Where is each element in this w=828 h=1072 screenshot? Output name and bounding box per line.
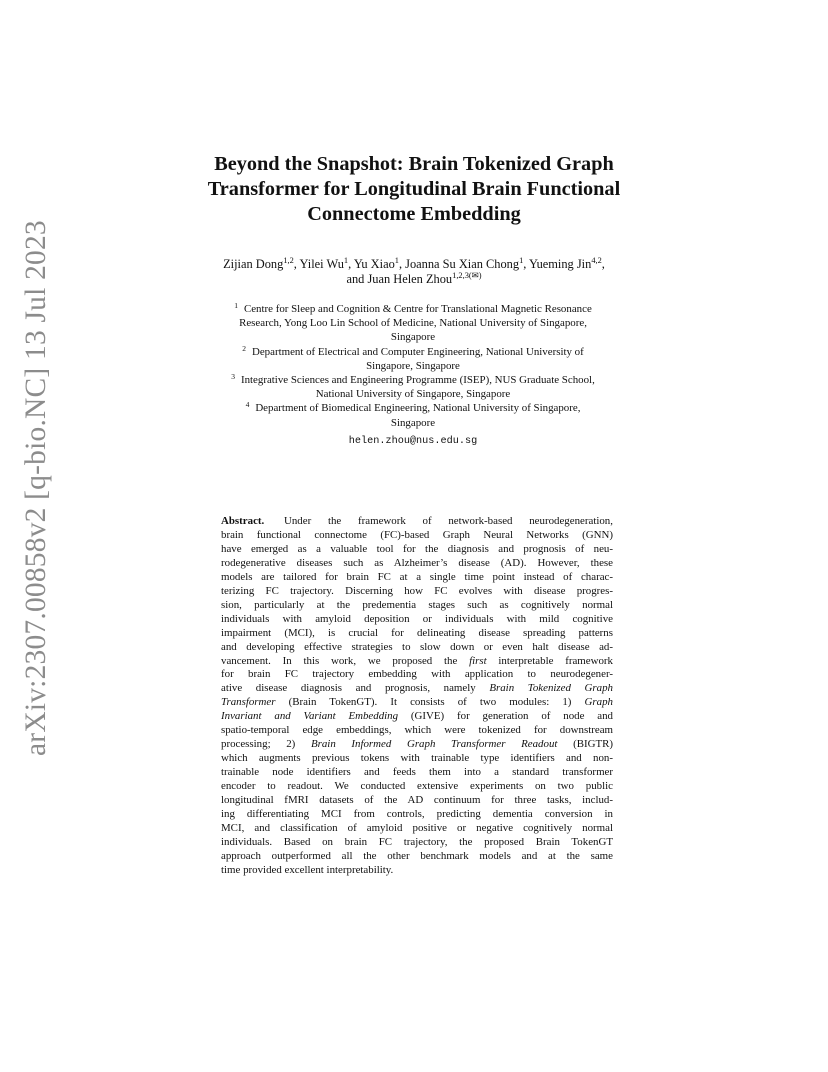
author-affil-sup: 4,2	[591, 256, 602, 265]
abstract-line: sion, particularly at the predementia stages such as cognitively normal	[221, 598, 613, 611]
abstract-line: impairment (MCI), is crucial for delineating disease spreading patterns	[221, 626, 613, 639]
affiliation-number: 4	[245, 400, 250, 410]
abstract-label: Abstract.	[221, 515, 265, 527]
corresponding-email[interactable]: helen.zhou@nus.edu.sg	[348, 436, 478, 447]
author-affil-sup: 1	[519, 256, 524, 265]
abstract-line: MCI, and classification of amyloid positive or negative cognitively normal	[221, 821, 613, 834]
affiliation-1-line-2: Research, Yong Loo Lin School of Medicine, National University of Singapore,	[239, 317, 587, 330]
abstract-text: interpretable framework	[498, 654, 613, 667]
author-name: Zijian Dong	[223, 257, 284, 271]
author-name: , Joanna Su Xian Chong	[398, 257, 520, 271]
abstract-line	[221, 710, 613, 724]
affiliation-1-line-3: Singapore	[390, 331, 436, 344]
abstract-line: models are tailored for brain FC at a single time point instead of charac-	[221, 570, 613, 583]
abstract-line	[221, 682, 613, 696]
author-affil-sup: 1,2	[283, 256, 294, 265]
abstract-line	[221, 696, 613, 710]
affiliation-text: Department of Biomedical Engineering, National University of Singapore,	[255, 402, 581, 415]
affiliation-2-line-1	[168, 345, 658, 359]
affiliation-2-line-2: Singapore, Singapore	[366, 359, 460, 372]
title-line-1: Beyond the Snapshot: Brain Tokenized Graph	[214, 153, 614, 175]
paper-title	[150, 152, 678, 227]
abstract-line: for brain FC trajectory embedding with application to neurodegener-	[221, 668, 613, 681]
affiliation-text: Department of Electrical and Computer Engineering, National University of	[251, 345, 584, 358]
title-line-3: Connectome Embedding	[307, 203, 521, 225]
abstract-line: brain functional connectome (FC)-based Graph Neural Networks (GNN)	[221, 528, 613, 541]
abstract-line: individuals. Based on brain FC trajectory, the proposed Brain TokenGT	[221, 835, 613, 848]
affiliation-number: 3	[231, 372, 235, 382]
abstract-line: have emerged as a valuable tool for the diagnosis and prognosis of neu-	[221, 542, 613, 555]
author-affil-sup-text: 1,2,3(	[452, 270, 472, 280]
author-separator: ,	[601, 257, 605, 271]
envelope-icon: ✉	[471, 270, 479, 280]
abstract-line: trainable node identifiers and feeds them into a standard transformer	[221, 766, 613, 779]
abstract-line	[221, 738, 613, 752]
arxiv-identifier-stamp: arXiv:2307.00858v2 [q-bio.NC] 13 Jul 2023	[20, 220, 52, 756]
author-name: , Yu Xiao	[348, 257, 395, 271]
abstract	[221, 515, 613, 878]
abstract-emphasis: Transformer	[221, 696, 276, 709]
abstract-line: which augments previous tokens with trainable type identifiers and non-	[221, 752, 613, 765]
affiliations	[168, 302, 658, 430]
abstract-text: (BIGTR)	[573, 738, 613, 751]
title-line-2: Transformer for Longitudinal Brain Functional	[207, 178, 621, 200]
abstract-emphasis: Graph	[584, 696, 613, 709]
authors-line-2	[150, 272, 678, 287]
author-affil-sup-close: )	[478, 270, 482, 280]
abstract-text: processing; 2)	[221, 738, 296, 751]
abstract-emphasis: first	[469, 654, 487, 667]
abstract-line	[221, 655, 613, 669]
author-name: , Yueming Jin	[523, 257, 592, 271]
affiliation-text: Integrative Sciences and Engineering Programme (ISEP), NUS Graduate School,	[240, 374, 595, 387]
abstract-line: spatio-temporal edge embeddings, which were tokenized for downstream	[221, 724, 613, 737]
abstract-line: encoder to readout. We conducted extensive experiments on two public	[221, 780, 613, 793]
affiliation-3-line-2: National University of Singapore, Singapore	[315, 388, 511, 401]
affiliation-4-line-1	[168, 401, 658, 415]
abstract-emphasis: Brain Tokenized Graph	[489, 682, 613, 695]
abstract-line	[221, 515, 613, 529]
abstract-text: (GIVE) for generation of node and	[410, 710, 613, 723]
abstract-line: individuals with amyloid deposition or individuals with mild cognitive	[221, 612, 613, 625]
abstract-emphasis: Brain Informed Graph Transformer Readout	[310, 738, 558, 751]
abstract-line: longitudinal fMRI datasets of the AD continuum for three tasks, includ-	[221, 794, 613, 807]
affiliation-number: 1	[234, 301, 238, 310]
abstract-emphasis: Invariant and Variant Embedding	[221, 710, 399, 723]
abstract-line: ing differentiating MCI from controls, predicting dementia conversion in	[221, 808, 613, 821]
abstract-line: time provided excellent interpretability.	[221, 863, 394, 876]
abstract-text: (Brain TokenGT). It consists of two modules: 1)	[288, 696, 572, 709]
abstract-line: and developing effective strategies to slow down or even halt disease ad-	[221, 640, 613, 653]
author-affil-sup: 1	[343, 256, 349, 265]
abstract-text: ative disease diagnosis and prognosis, namely	[221, 682, 476, 695]
affiliation-1-line-1	[168, 302, 658, 316]
affiliation-3-line-1	[168, 373, 658, 387]
abstract-line: rodegenerative diseases such as Alzheimer’s disease (AD). However, these	[221, 556, 613, 569]
author-name: , Yilei Wu	[293, 257, 344, 271]
author-name: and Juan Helen Zhou	[346, 271, 453, 286]
affiliation-text: Centre for Sleep and Cognition & Centre for Translational Magnetic Resonance	[243, 303, 592, 315]
abstract-text: Under the framework of network-based neurodegeneration,	[284, 515, 613, 527]
authors-line-1	[150, 257, 678, 272]
author-list	[150, 257, 678, 286]
affiliation-number: 2	[242, 343, 246, 353]
abstract-text: vancement. In this work, we proposed the	[221, 654, 458, 667]
abstract-line: terizing FC trajectory. Discerning how FC evolves with disease progres-	[221, 584, 613, 597]
author-affil-sup	[452, 271, 481, 280]
abstract-line: approach outperformed all the other benchmark models and at the same	[221, 849, 613, 862]
affiliation-4-line-2: Singapore	[390, 416, 436, 429]
author-affil-sup: 1	[394, 256, 399, 265]
